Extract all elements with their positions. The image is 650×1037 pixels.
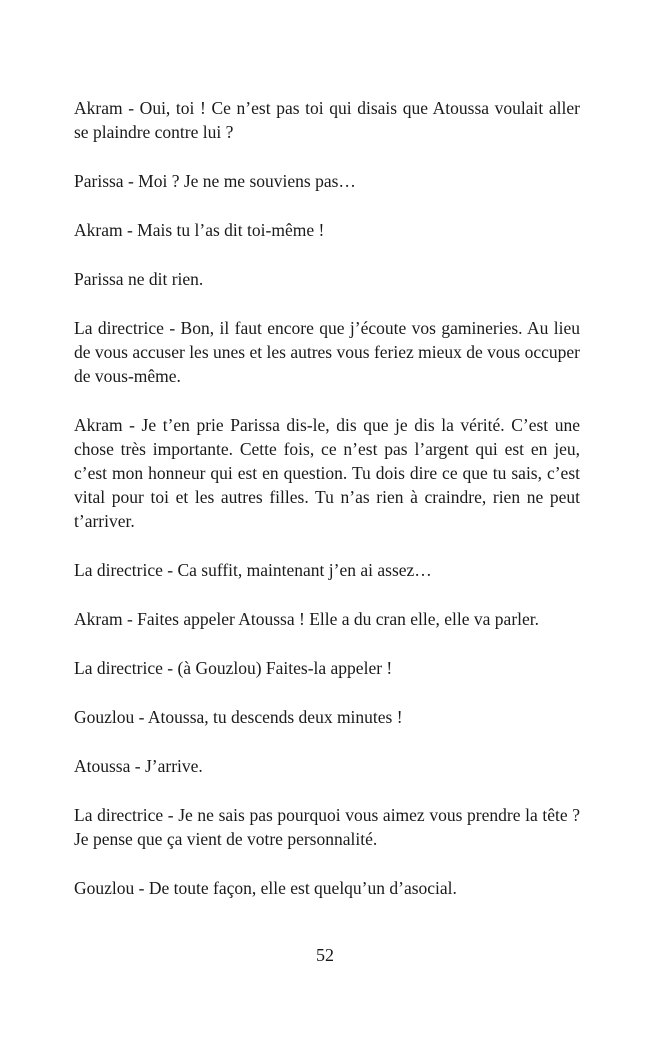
page-number: 52 <box>316 945 334 965</box>
page-body <box>74 96 580 925</box>
dialogue-line: Akram - Mais tu l’as dit toi-même ! <box>74 220 325 240</box>
dialogue-line: La directrice - Ca suffit, maintenant j’en ai assez… <box>74 560 432 580</box>
dialogue-line: Akram - Oui, toi ! Ce n’est pas toi qui disais que Atoussa voulait aller se plaindre contre lui ? <box>74 98 580 142</box>
dialogue-line: La directrice - Je ne sais pas pourquoi vous aimez vous prendre la tête ? Je pense que ça vient de votre personnalité. <box>74 805 580 849</box>
dialogue-line: Parissa - Moi ? Je ne me souviens pas… <box>74 171 356 191</box>
dialogue-line: La directrice - Bon, il faut encore que j’écoute vos gamineries. Au lieu de vous accuser les unes et les autres vous feriez mieux de vous occuper de vous-même. <box>74 318 580 386</box>
dialogue-line: Gouzlou - De toute façon, elle est quelqu’un d’asocial. <box>74 878 457 898</box>
dialogue-line: Atoussa - J’arrive. <box>74 756 203 776</box>
dialogue-line: La directrice - (à Gouzlou) Faites-la appeler ! <box>74 658 393 678</box>
dialogue-line: Akram - Je t’en prie Parissa dis-le, dis que je dis la vérité. C’est une chose très importante. Cette fois, ce n’est pas l’argent qui est en jeu, c’est mon honneur qui est en question. Tu dois dire ce que tu sais, c’est vital pour toi et les autres filles. Tu n’as rien à craindre, rien ne peut t’arriver. <box>74 415 580 531</box>
dialogue-line: Akram - Faites appeler Atoussa ! Elle a du cran elle, elle va parler. <box>74 609 540 629</box>
dialogue-line: Gouzlou - Atoussa, tu descends deux minutes ! <box>74 707 403 727</box>
stage-direction: Parissa ne dit rien. <box>74 269 204 289</box>
